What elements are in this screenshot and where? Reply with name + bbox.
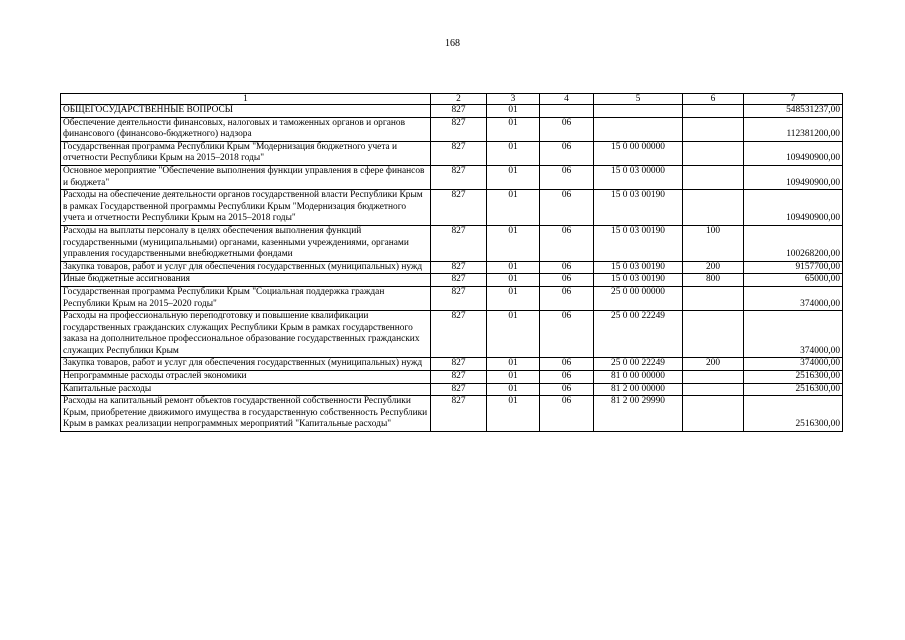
table-row bbox=[61, 141, 843, 165]
row-name: Расходы на обеспечение деятельности органов государственной власти Республики Крым в рамках Государственной программы Республики Крым "Модернизация бюджетного учета и отчетности Республики Крым на 2015–2018 годы" bbox=[61, 190, 431, 226]
row-amount: 112381200,00 bbox=[744, 117, 843, 141]
row-ved-code: 827 bbox=[431, 311, 487, 358]
row-amount: 2516300,00 bbox=[744, 383, 843, 396]
row-ved-code: 827 bbox=[431, 371, 487, 384]
row-ved-code: 827 bbox=[431, 383, 487, 396]
row-expense-type bbox=[683, 371, 744, 384]
row-expense-type bbox=[683, 383, 744, 396]
table-row bbox=[61, 371, 843, 384]
header-cell: 7 bbox=[744, 94, 843, 105]
row-amount: 374000,00 bbox=[744, 311, 843, 358]
row-ved-code: 827 bbox=[431, 286, 487, 310]
row-name: Капитальные расходы bbox=[61, 383, 431, 396]
row-amount: 9157700,00 bbox=[744, 261, 843, 274]
row-target-article: 15 0 03 00190 bbox=[594, 190, 683, 226]
row-section-code: 01 bbox=[487, 105, 540, 118]
row-ved-code: 827 bbox=[431, 117, 487, 141]
row-amount: 109490900,00 bbox=[744, 165, 843, 189]
row-expense-type: 200 bbox=[683, 358, 744, 371]
row-section-code: 01 bbox=[487, 358, 540, 371]
header-cell: 2 bbox=[431, 94, 487, 105]
row-name: Основное мероприятие "Обеспечение выполнения функции управления в сфере финансов и бюджета" bbox=[61, 165, 431, 189]
row-name: Расходы на выплаты персоналу в целях обеспечения выполнения функций государственными (муниципальными) органами, казенными учреждениями, органами управления государственными внебюджетными фондами bbox=[61, 225, 431, 261]
row-ved-code: 827 bbox=[431, 105, 487, 118]
row-expense-type bbox=[683, 311, 744, 358]
table-row bbox=[61, 105, 843, 118]
table-header-row bbox=[61, 94, 843, 105]
row-amount: 65000,00 bbox=[744, 274, 843, 287]
row-subsection-code: 06 bbox=[540, 358, 594, 371]
row-ved-code: 827 bbox=[431, 141, 487, 165]
table-row bbox=[61, 190, 843, 226]
row-name: Иные бюджетные ассигнования bbox=[61, 274, 431, 287]
table-row bbox=[61, 261, 843, 274]
row-expense-type bbox=[683, 105, 744, 118]
row-section-code: 01 bbox=[487, 261, 540, 274]
row-amount: 2516300,00 bbox=[744, 371, 843, 384]
row-target-article: 25 0 00 00000 bbox=[594, 286, 683, 310]
row-section-code: 01 bbox=[487, 117, 540, 141]
row-target-article: 15 0 03 00190 bbox=[594, 274, 683, 287]
row-target-article: 81 2 00 29990 bbox=[594, 396, 683, 432]
row-expense-type bbox=[683, 165, 744, 189]
row-subsection-code: 06 bbox=[540, 190, 594, 226]
row-ved-code: 827 bbox=[431, 190, 487, 226]
table-row bbox=[61, 311, 843, 358]
row-amount: 109490900,00 bbox=[744, 141, 843, 165]
row-target-article: 25 0 00 22249 bbox=[594, 311, 683, 358]
row-name: Расходы на профессиональную переподготовку и повышение квалификации государственных гражданских служащих Республики Крым в рамках государственного заказа на дополнительное профессиональное образование государственных гражданских служащих Республики Крым bbox=[61, 311, 431, 358]
row-subsection-code: 06 bbox=[540, 225, 594, 261]
row-section-code: 01 bbox=[487, 286, 540, 310]
row-expense-type bbox=[683, 141, 744, 165]
row-target-article: 15 0 03 00000 bbox=[594, 165, 683, 189]
row-section-code: 01 bbox=[487, 383, 540, 396]
row-subsection-code bbox=[540, 105, 594, 118]
row-ved-code: 827 bbox=[431, 396, 487, 432]
header-cell: 3 bbox=[487, 94, 540, 105]
row-ved-code: 827 bbox=[431, 225, 487, 261]
row-subsection-code: 06 bbox=[540, 141, 594, 165]
page-number: 168 bbox=[445, 38, 460, 49]
row-subsection-code: 06 bbox=[540, 117, 594, 141]
row-subsection-code: 06 bbox=[540, 383, 594, 396]
row-amount: 2516300,00 bbox=[744, 396, 843, 432]
table-row bbox=[61, 396, 843, 432]
row-target-article: 25 0 00 22249 bbox=[594, 358, 683, 371]
row-expense-type bbox=[683, 117, 744, 141]
row-section-code: 01 bbox=[487, 371, 540, 384]
row-target-article: 15 0 00 00000 bbox=[594, 141, 683, 165]
budget-table bbox=[60, 93, 843, 432]
row-target-article bbox=[594, 105, 683, 118]
row-amount: 109490900,00 bbox=[744, 190, 843, 226]
row-name: Государственная программа Республики Крым "Модернизация бюджетного учета и отчетности Республики Крым на 2015–2018 годы" bbox=[61, 141, 431, 165]
header-cell: 4 bbox=[540, 94, 594, 105]
row-name: Закупка товаров, работ и услуг для обеспечения государственных (муниципальных) нужд bbox=[61, 358, 431, 371]
table-row bbox=[61, 165, 843, 189]
row-expense-type bbox=[683, 396, 744, 432]
row-section-code: 01 bbox=[487, 190, 540, 226]
table-row bbox=[61, 117, 843, 141]
row-ved-code: 827 bbox=[431, 165, 487, 189]
row-expense-type: 800 bbox=[683, 274, 744, 287]
row-section-code: 01 bbox=[487, 274, 540, 287]
row-name: Обеспечение деятельности финансовых, налоговых и таможенных органов и органов финансового (финансово-бюджетного) надзора bbox=[61, 117, 431, 141]
row-amount: 100268200,00 bbox=[744, 225, 843, 261]
row-expense-type bbox=[683, 286, 744, 310]
header-cell: 1 bbox=[61, 94, 431, 105]
table-row bbox=[61, 383, 843, 396]
row-expense-type: 100 bbox=[683, 225, 744, 261]
row-target-article: 81 0 00 00000 bbox=[594, 371, 683, 384]
row-amount: 548531237,00 bbox=[744, 105, 843, 118]
row-subsection-code: 06 bbox=[540, 261, 594, 274]
header-cell: 6 bbox=[683, 94, 744, 105]
row-expense-type bbox=[683, 190, 744, 226]
header-cell: 5 bbox=[594, 94, 683, 105]
row-ved-code: 827 bbox=[431, 261, 487, 274]
row-ved-code: 827 bbox=[431, 274, 487, 287]
row-name: ОБЩЕГОСУДАРСТВЕННЫЕ ВОПРОСЫ bbox=[61, 105, 431, 118]
row-section-code: 01 bbox=[487, 141, 540, 165]
table-row bbox=[61, 358, 843, 371]
row-subsection-code: 06 bbox=[540, 274, 594, 287]
row-expense-type: 200 bbox=[683, 261, 744, 274]
row-name: Непрограммные расходы отраслей экономики bbox=[61, 371, 431, 384]
table-row bbox=[61, 286, 843, 310]
row-target-article bbox=[594, 117, 683, 141]
row-subsection-code: 06 bbox=[540, 396, 594, 432]
row-subsection-code: 06 bbox=[540, 371, 594, 384]
row-ved-code: 827 bbox=[431, 358, 487, 371]
row-amount: 374000,00 bbox=[744, 286, 843, 310]
row-target-article: 15 0 03 00190 bbox=[594, 261, 683, 274]
row-section-code: 01 bbox=[487, 396, 540, 432]
row-name: Государственная программа Республики Крым "Социальная поддержка граждан Республики Крым на 2015–2020 годы" bbox=[61, 286, 431, 310]
row-section-code: 01 bbox=[487, 165, 540, 189]
table-row bbox=[61, 225, 843, 261]
row-section-code: 01 bbox=[487, 311, 540, 358]
table-row bbox=[61, 274, 843, 287]
row-name: Закупка товаров, работ и услуг для обеспечения государственных (муниципальных) нужд bbox=[61, 261, 431, 274]
row-name: Расходы на капитальный ремонт объектов государственной собственности Республики Крым, приобретение движимого имущества в государственную собственность Республики Крым в рамках реализации непрограммных мероприятий "Капитальные расходы" bbox=[61, 396, 431, 432]
row-amount: 374000,00 bbox=[744, 358, 843, 371]
row-section-code: 01 bbox=[487, 225, 540, 261]
row-subsection-code: 06 bbox=[540, 286, 594, 310]
row-subsection-code: 06 bbox=[540, 165, 594, 189]
row-target-article: 81 2 00 00000 bbox=[594, 383, 683, 396]
row-subsection-code: 06 bbox=[540, 311, 594, 358]
row-target-article: 15 0 03 00190 bbox=[594, 225, 683, 261]
